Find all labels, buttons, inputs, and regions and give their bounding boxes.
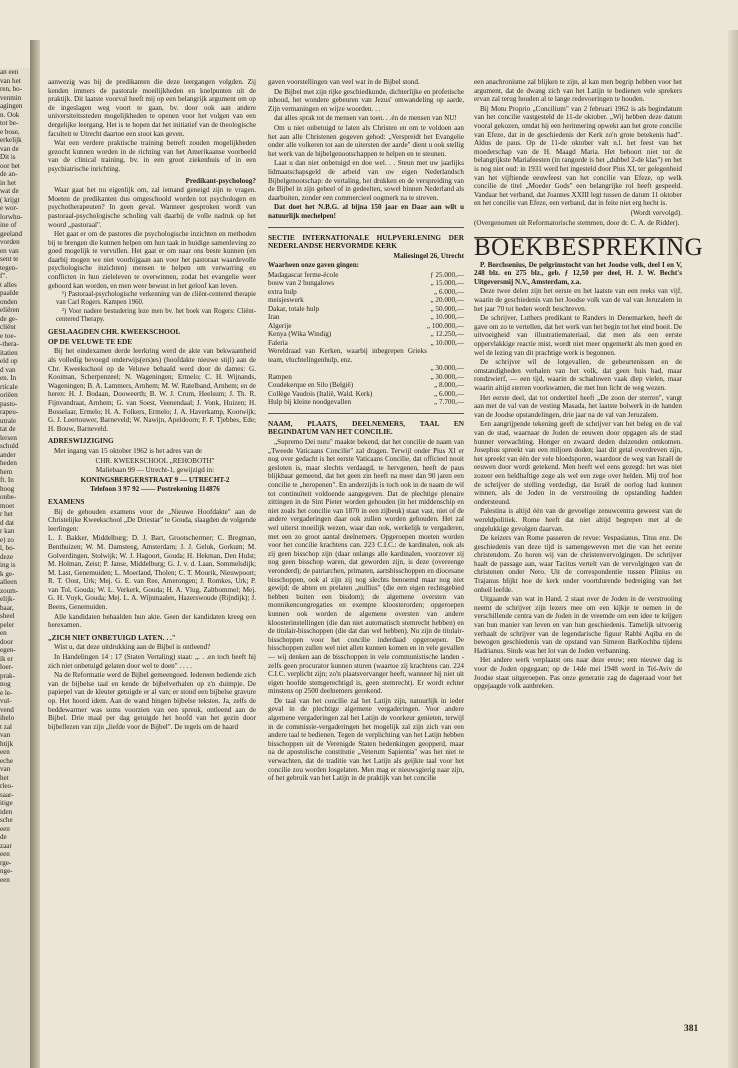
prev-page-fragment: een	[0, 748, 10, 756]
donation-row	[268, 271, 464, 280]
paragraph: Bij de gehouden examens voor de „Nieuwe Hoofdakte" aan de Christelijke Kweekschool „De Driestar" te Gouda, slaagden de volgende leerlingen:	[48, 507, 256, 533]
paragraph: Wist u, dat deze uitdrukking aan de Bijbel is ontleend?	[54, 643, 211, 652]
paragraph: een anachronisme zal blijken te zijn, al kan men begrip hebben voor het argument, dat de dwang zich van het Latijn te bedienen vele sprekers ervan zal terug houden al te lange redevoeringen te houden.	[474, 78, 682, 104]
prev-page-fragment: t alles	[0, 280, 17, 289]
divider	[268, 227, 464, 228]
prev-page-fragment: in het	[0, 178, 16, 187]
divider	[268, 413, 464, 414]
donation-label: Dakar, totale hulp	[268, 304, 320, 313]
section-heading: SECTIE INTERNATIONALE HULPVERLENING DER NEDERLANDSE HERVORMDE KERK	[268, 232, 464, 251]
prev-page-fragment: en van	[0, 246, 19, 255]
book-reference: P. Borchsenius, De pelgrimstocht van het Joodse volk, deel I en V, 248 blz. en 275 blz., geb. ƒ 12,50 per deel, H. J. W. Becht's Uitgeversmij N.V., Amsterdam, z.a.	[474, 260, 682, 286]
donation-label: Wereldraad van Kerken, waarbij inbegrepen Grieks team, vluchtelingenhulp, enz.	[268, 347, 427, 364]
paragraph: Met ingang van 15 oktober 1962 is het adres van de	[54, 446, 202, 455]
donation-row	[268, 398, 464, 407]
paragraph: De taal van het concilie zal het Latijn zijn, natuurlijk in ieder geval in de plechtige algemene vergaderingen. Voor andere algemene vergaderingen zal het Latijn de voorkeur genieten, terwijl in de commissie-vergaderingen het mogelijk zal zijn zich van een andere taal te bedienen. Tegen de verplichting van het Latijn hebben bisschoppen uit de Verenigde Staten bedenkingen geopperd, maar na de apostolische constitutie „Veterum Sapientia" was het niet te verwachten, dat de traditie van het Latijn als geijkte taal voor het concilie zou worden losgelaten. Men mag er nieuwsgierig naar zijn, of het gebruik van het Latijn in de praktijk van het concilie	[268, 696, 464, 783]
paragraph: De Bijbel met zijn rijke geschiedkunde, dichterlijke en profetische inhoud, het wondere gebeuren van Jezus' omwandeling op aarde, Zijn vermaningen en wijze woorden. . .	[268, 87, 464, 113]
prev-page-fragment: door	[0, 637, 14, 646]
prev-page-fragment: sheel	[0, 612, 15, 620]
prev-page-fragment: ing is	[0, 561, 16, 569]
prev-page-fragment: geeland	[0, 229, 23, 238]
section-subheading: OP DE VELUWE TE EDE	[48, 336, 133, 346]
prev-page-fragment: egen-	[0, 646, 16, 654]
page-number: 381	[684, 1024, 699, 1034]
column-left	[48, 78, 256, 732]
prev-page-fragment: eche	[0, 756, 13, 765]
prev-page-fragment: de	[0, 833, 7, 841]
prev-page-fragment: van	[0, 765, 11, 773]
prev-page-fragment: sche	[0, 816, 13, 824]
donation-amount: ƒ 25.000,—	[430, 270, 464, 279]
prev-page-fragment: tegen-	[0, 263, 18, 272]
prev-page-fragment: onden	[0, 297, 18, 306]
prev-page-fragment: itatien	[0, 348, 18, 357]
prev-page-fragment: nge-	[0, 867, 13, 875]
prev-page-fragment: k ge-	[0, 569, 15, 578]
donation-amount: „ 50.000,—	[430, 304, 464, 313]
prev-page-fragment: ander	[0, 450, 16, 459]
prev-page-fragment: een	[0, 824, 10, 833]
paragraph: Palestina is altijd één van de gevoelige zenuwcentra geweest van de wereldpolitiek. Rome heeft dat niet altijd begrepen met al de ongelukkige gevolgen daarvan.	[474, 507, 682, 533]
prev-page-fragment: ine of	[0, 221, 17, 229]
paragraph: Alle kandidaten behaalden hun akte. Geen der kandidaten kreeg een herexamen.	[48, 612, 256, 630]
prev-page-fragment: peler	[0, 620, 15, 629]
prev-page-fragment: de an-	[0, 170, 18, 178]
donation-label: Faleria	[268, 338, 288, 347]
prev-page-fragment: d van	[0, 365, 16, 374]
prev-page-fragment: n. Ook	[0, 110, 20, 119]
prev-page-fragment: iden	[0, 807, 13, 816]
paragraph: „Supremo Dei nutu" maakte bekend, dat het concilie de naam van „Tweede Vaticaans Concilie" zal dragen. Terwijl onder Pius XI er nog over gedacht is het eerste Vaticaans Concilie, dat officieel nooit gesloten is, maar slechts verdaagd, te hervgenen, heeft de paus blijkbaar gemeend, dat het geen zin heeft na meer dan 90 jaren een concilie te „heropenen". En anderzijds is toch ook in de naam de wil tot continuïteit voldoende aangegeven. Dat de plechtige plenaire zittingen in de Sint Pieter worden gehouden (in het middenschip en niet zoals het concilie van 1870 in een zijbeuk) staat vast, niet of de andere vergaderingen daar ook zullen worden gehouden. Het zal wel uiterst moeilijk wezen, waar dan ook, werkelijk te vergaderen, met een zo groot aantal deelnemers. Opgeroepen moeten worden voor het concilie krachtens can. 223 C.I.C.: de kardinalen, ook als zij geen bisschop zijn (daar onlangs alle kardinalen, voorzover zij nog geen bisschop waren, dat geworden zijn, is deze (overeenge veronderd); de patriarchen, primaten, aartsbisschoppen en diocesane bisschoppen, ook al zijn zij nog slechts benoemd maar nog niet gewijd; de abten en prelaten „nullius" (die een eigen rechtsgebied hebben buiten een bisdom); de algemene oversten van monnikencongregaties en exempte kloosterorden; opgeroepen kunnen ook worden de algemene oversten van andere kloosterinstellingen (die dan niet automatisch stemrecht hebben) en de titulair-bisschoppen (die dat dan wel hebben). Nu zijn de titulair-bisschoppen voor het concilie inderdaad opgeroepen. De bisschoppen zullen wel niet allen kunnen komen en in vele gevallen — wij denken aan de bisschoppen in vele communistische landen - zelfs geen procurator kunnen sturen (waartoe zij krachtens can. 224 C.I.C. verplicht zijn; zo'n plaatsvervanger heeft, wanneer hij niet uit eigen hoofde stemgerechtigd is, geen stemrecht). Er wordt echter minstens op 2500 deelnemers gerekend.	[268, 438, 464, 696]
prev-page-fragment: oriëen	[0, 391, 18, 399]
section-heading: ADRESWIJZIGING	[48, 436, 114, 446]
prev-page-fragment: lersen	[0, 433, 17, 442]
prev-page-fragment: t zal	[0, 722, 13, 731]
donation-amount: „ 30.000,—	[430, 372, 464, 381]
prev-page-fragment: loer-	[0, 663, 14, 671]
prev-page-fragment: een	[0, 875, 10, 884]
paragraph: De keizers van Rome passeren de revue: Vespasianus, Titus enz. De geschiedenis van deze tijd is samengeweven met die van het eerste christendom. Zo horen wij van de christenvervolgingen. De schrijver haalt de passage aan, waar Tacitus vertelt van de vervolgingen van de christenen onder Nero. Uit de correspondentie tussen Plinius en Trajanus blijkt hoe de kerk onder voortdurende bedreiging van het onheil leefde.	[474, 534, 682, 594]
donation-row	[268, 347, 464, 364]
paragraph: Uitgaande van wat in Hand. 2 staat over de Joden in de verstrooiing neemt de schrijver zijn lezers mee om een kijkje te nemen in de verschillende centra van de Joden in de vreemde om een idee te krijgen van hun manier van leven en van hun geschiedenis. Tamelijk uitvoerig verhaalt de schrijver van de legendarische figuur Rabbi Aqiba en de bewogen geschiedenis van de opstand van Simeon BarKochba tijdens Hadrianus. Sinds was het lot van de Joden verbanning.	[474, 595, 682, 655]
prev-page-fragment: l, bo-	[0, 544, 15, 552]
paragraph: Het gaat er om de pastores die psychologische inzichten en methoden bij te brengen die kunnen helpen om hun taak in huidige samenleving zo goed mogelijk te vervullen. Het gaat er om naar ons beste kunnen (en daarbij mogen we niet voorbijgaan aan voor het pastoraat waardevolle psychologische inzichten) mensen te helpen om verwarring en conflicten in hun zieleleven te overwinnen, zodat het evangelie weer gehoord kan worden, en men weer bewust in het geloof kan leven.	[48, 230, 256, 290]
next-page-edge	[728, 30, 738, 1068]
paragraph: Na de Reformatie werd de Bijbel gemeengoed. Iedereen bediende zich van de bijbelse taal en kende de bijbelverhalen op z'n duimpje. De papiepel van de kleuter getuigde er al van; er stond een bijbelse gravure op. Het hoord idem. Aan de wand hingen bijbelse teksten. Ja, zelfs de beddewarmer was soms voorzien van een spreuk, ontleend aan de Bijbel. Drie maal per dag getuigde het hoofd van het gezin door bijbellezen van zijn „liefde voor de Bijbel". De tegels om de haard	[48, 671, 256, 731]
section-heading: GESLAAGDEN CHR. KWEEKSCHOOL	[48, 327, 181, 337]
donation-amount: „ 6.000,—	[434, 389, 464, 398]
donation-row	[268, 313, 464, 322]
donation-row	[268, 339, 464, 348]
prev-page-fragment: tot be-	[0, 119, 19, 127]
prev-page-fragment: htijk	[0, 739, 14, 748]
prev-page-fragment: agingen	[0, 102, 23, 110]
prev-page-fragment: eliëren	[0, 306, 20, 314]
donation-amount: „ 15.000,—	[430, 279, 464, 288]
prev-page-fragment: moet	[0, 501, 15, 510]
donation-label: extra hulp	[268, 287, 297, 296]
prev-page-fragment: baar,	[0, 603, 14, 612]
prev-page-fragment: tat de	[0, 425, 16, 433]
donation-label: Coudekerque en Silo (België)	[268, 381, 354, 390]
prev-page-fragment: rapeu-	[0, 408, 19, 416]
prev-page-fragment: pasto-	[0, 399, 18, 408]
donation-row	[268, 373, 464, 382]
prev-page-fragment: en	[0, 629, 7, 637]
prev-page-fragment: venmin	[0, 93, 22, 102]
prev-page-fragment: f".	[0, 272, 8, 280]
prev-page-fragment: paalde	[0, 289, 19, 297]
donation-row	[268, 305, 464, 314]
paragraph: Deze twee delen zijn het eerste en het laatste van een reeks van vijf, waarin de geschiedenis van het Joodse volk van de val van Jeruzalem in het jaar 70 tot heden wordt beschreven.	[474, 287, 682, 313]
prev-page-fragment: een	[0, 850, 10, 858]
donation-row	[268, 381, 464, 390]
donation-amount: „ 100.000,—	[426, 321, 464, 330]
prev-page-fragment: rleo-	[0, 782, 14, 790]
prev-page-fragment: nog	[0, 680, 11, 688]
prev-page-fragment: zoum-	[0, 586, 19, 595]
paragraph: Het eerste deel, dat tot ondertitel heeft „De zoon der sterren", vangt aan met de val van de vesting Masada, het laatste bolwerk in de handen van de Joodse opstandelingen, drie jaar na de val van Jeruzalem.	[474, 393, 682, 419]
source-note: (Overgenomen uit Reformatorische stemmen, door dr. C. A. de Ridder).	[474, 218, 680, 227]
prev-page-fragment: wat de	[0, 187, 19, 195]
donations-table	[268, 271, 464, 407]
prev-page-fragment: saar-	[0, 790, 14, 799]
prev-page-fragment: deze	[0, 552, 13, 561]
prev-page-fragment: -thera-	[0, 340, 19, 348]
donation-row	[268, 279, 464, 288]
prev-page-fragment: eld op	[0, 357, 18, 365]
school-old-address: Maliebaan 99 — Utrecht-1, gewijzigd in:	[95, 466, 215, 475]
donation-amount	[427, 347, 464, 364]
paragraph: Laat u dan niet onbetuigd en doe wel. . . Steun met uw jaarlijks lidmaatschapsgeld de arbeid van uw eigen Nederlandsch Bijbelgenootschap: de vertaling, het drukken en de verspreiding van de Bijbel in zijn geheel of in gedeelten, sowel binnen Nederland als daarbuiten, zonder een commercieel oogmerk na te streven.	[268, 159, 464, 202]
donation-amount: „ 12.250,—	[430, 330, 464, 339]
paragraph: L. J. Bakker, Middelburg; D. J. Bart, Grootschermer; C. Bregman, Benthuizen; W. M. Damsteeg, Amsterdam; J. J. Geluk, Gorkum; M. Golverdingen, Stolwijk; W. J. Hagoort, Gouda; H. Hekman, Den Hulst; M. Holman, Zeist; P. Janse, Middelburg; G. J. v. d. Laan, Sommelsdijk; M. Last, Genemuiden; L. Moerland, Tholen; C. T. Mourik, Nieuwpoort; R. T. Oost, Urk; Mej. G. E. van Ree, Amerongen; J. Romkes, Urk; P. van Tol, Gouda; W. L. Verkerk, Gouda; H. A. Vlug, Zaltbommel; Mej. G. H. Vuyk, Gouda; Mej. L. A. Wijnmaalen, Hazerswoude (Rijndijk); J. Beens, Genemuiden.	[48, 534, 256, 612]
paragraph: Bij het eindexamen derde leerkring werd de akte van bekwaamheid als volledig bevoegd onderwijs(ers)es) (hoofdakte nieuwe stijl) aan de Chr. Kweekschool op de Veluwe behaald werd door de dames: G. Kooiman, Scherpenzeel; N. Wageningen; Ermelo; C. H. Wijnands, Wageningen; B. A. Lammers, Arnhem; M. W. Ratelband, Arnhem; en de heren: H. J. Bodaan, Dooweerth; B. W. J. Crum, Heelsum; J. Th. R. Fijnvandraat, Arnhem; G. van Soest, Veenendaal; J. Vonk, Huizen; H. Bosselaar, Ermelo; H. A. Folkers, Ermelo; J. A. Haverkamp, Kootwijk; G. J. Leertouwer, Barneveld; W. Nawijn, Apeldoorn; F. F. Tjebbes, Ede; H. Bouw, Barneveld.	[48, 347, 256, 433]
donation-row	[268, 390, 464, 399]
prev-page-fragment: van	[0, 731, 11, 739]
paragraph: Wat een verdere praktische training betreft zouden mogelijkheden gezocht kunnen worden in de richting van het Amerikaanse voorbeeld van de clinical training, bv. in een groot ziekenhuis of in een psychiatrische inrichting.	[48, 139, 256, 173]
school-name: CHR. KWEEKSCHOOL „REHOBOTH"	[95, 456, 215, 465]
prev-page-fragment: erkelijk	[0, 136, 22, 144]
paragraph: Bij Motu Proprio „Concilium" van 2 februari 1962 is als begindatum van het concilie vastgesteld de 11-de oktober. „Wij hebben deze datum vooral gekozen, omdat hij een herinnering opwekt aan het grote concilie van Efeze, dat in de geschiedenis der Kerk zo'n grote betekenis had". Aldus de paus. Op de 11-de oktober valt n.l. het feest van het moederschap van de H. Maagd Maria. Het behoort niet tot de belangrijkste Mariafeesten (in rangorde is het „dubbel 2-de klas") en het is nog niet oud: in 1931 werd het ingesteld door Pius XI, ter gelegenheid van het vijftiende eeuwfeest van het concilie van Efeze, op welk concilie de titel „Moeder Gods" een belangrijke rol heeft gespeeld. Vandaar het verband, dat Joannes XXIII legt tussen de datum 11 oktober en het concilie van Efeze, een verband, dat in feite niet erg hecht is.	[474, 104, 682, 208]
prev-page-fragment: d dat	[0, 518, 14, 527]
review-section-title: BOEKBESPREKING	[474, 234, 704, 262]
prev-page-fragment: vend	[0, 705, 14, 714]
prev-page-fragment: rge-	[0, 858, 12, 867]
donation-label: Collège Vaudois (Italië, Wald. Kerk)	[268, 389, 373, 398]
prev-page-fragment: Dit is	[0, 153, 16, 161]
prev-page-fragment: an een	[0, 68, 19, 76]
prev-page-fragment: ihelo	[0, 714, 15, 722]
prev-page-fragment: e le-	[0, 688, 13, 697]
footnote: ¹) Pastoraal-psychologische verkenning van de cliënt-centered therapie van Carl Rogers. Kampen 1960.	[56, 291, 256, 307]
prev-page-fragment: en. In	[0, 374, 17, 382]
prev-page-fragment: r het	[0, 510, 13, 518]
prev-page-fragment: utrale	[0, 416, 17, 425]
column-middle	[268, 78, 464, 784]
prev-page-fragment: sent te	[0, 255, 19, 263]
book-gutter	[30, 40, 40, 1068]
donation-row	[268, 330, 464, 339]
prev-page-fragment: onbe-	[0, 493, 17, 501]
donation-amount: „ 10.000,—	[430, 338, 464, 347]
paragraph: Een aangrijpende tekening geeft de schrijver van het beleg en de val van de stad, waarnaar de Joden de eeuwen door opgagen als de stad hunner verwachting. Honger en zwaard deden duizenden omkomen. Josephus spreekt van een miljoen doden; laat dit getal overdreven zijn, het spreekt van één der vele bloedsporen, waardoor de weg van Israël de eeuwen door wordt getekend. Men heeft wel eens gezegd: het was niet zozeer een heldhaftige zege als wel een zege over helden. Mij trof hoe de schrijver de stelling verdedigt, dat Israël de oorlog had kunnen winnen, als de Joden in de verstrooiing de opstanding hadden ondersteund.	[474, 420, 682, 506]
paragraph: De schrijver, Luthers predikant te Randers in Denemarken, heeft de gave om zo te vertellen, dat het werk van het begin tot het eind boeit. De uitvoeigheid van illustratiemateriaal, dat men als een eerste oppervlakkige reactie mist, wordt niet meer opgemerkt als men goed en wel de lezing van dit prachtige werk is begonnen.	[474, 314, 682, 357]
prev-page-fragment: rticale	[0, 382, 18, 391]
donation-row	[268, 364, 464, 373]
paragraph: Dat doet het N.B.G. al bijna 150 jaar en Daar aan wilt u natuurlijk mechelpen!	[268, 203, 464, 220]
prev-page-fragment: ft. In	[0, 476, 14, 484]
paragraph: In Handelingen 14 : 17 (Staten Vertaling) staat: „. . .en toch heeft hij zich niet onbetuigd gelaten door wel te doen" . . . .	[48, 653, 256, 670]
section-heading: NAAM, PLAATS, DEELNEMERS, TAAL EN BEGINDATUM VAN HET CONCILIE.	[268, 418, 464, 437]
section-heading: EXAMENS	[48, 496, 85, 506]
prev-page-fragment: hem	[0, 467, 13, 476]
paragraph: gaven voorstellingen van veel wat in de Bijbel stond.	[268, 78, 420, 86]
donation-label: bouw van 2 bungalows	[268, 279, 335, 288]
donation-label: Rampen	[268, 372, 292, 381]
paragraph: Het andere werk verplaatst ons naar deze eeuw; een nieuwe dag is voor de Joden opgegaan; op de 14de mei 1948 werd in Tel-Aviv de Joodse staat uitgeroepen. Pas onze generatie zag de dageraad voor het opgejaagde volk aanbreken.	[474, 656, 682, 691]
donation-label: meisjeswerk	[268, 296, 304, 305]
donation-label: Algerije	[268, 321, 292, 330]
donation-row	[268, 296, 464, 305]
prev-page-fragment: ik er	[0, 654, 13, 663]
prev-page-fragment: alleen	[0, 578, 17, 586]
prev-page-fragment: zaar	[0, 841, 12, 850]
prev-page-fragment: ( krijgt	[0, 195, 20, 204]
section-heading: „ZICH NIET ONBETUIGD LATEN. . ."	[48, 632, 176, 642]
school-phone: Telefoon 3 97 92 —— Postrekening 114876	[90, 485, 220, 494]
prev-page-fragment: de ge-	[0, 314, 18, 323]
paragraph: Om u niet onbetuigd te laten als Christen en om te voldoen aan het aan alle Christenen gegeven gebod: „Verspreidt het Evangelie onder alle volkeren tot aan de uitersten der aarde" dient u ook stellig het werk van de bijbelgenootschappen te helpen en te steunen.	[268, 123, 464, 158]
prev-page-fragment: r kan	[0, 527, 15, 535]
paragraph: Waar gaat het nu eigenlijk om, zal iemand geneigd zijn te vragen. Moeten de predikanten dus omgeschoold worden tot psychologen en psychotherapeuten? In geen geval. Wanneer gesproken wordt van pastoraal-psychologische scholing valt daarbij de volle nadruk op het woord „pastoraal".	[48, 186, 256, 229]
donation-row	[268, 322, 464, 331]
column-right	[474, 78, 704, 692]
donation-row	[268, 288, 464, 297]
prev-page-fragment: oor het	[0, 161, 20, 170]
prev-page-fragment: e wor-	[0, 204, 19, 212]
prev-page-fragment: e toe-	[0, 331, 16, 340]
donation-amount: „ 6.000,—	[434, 287, 464, 296]
donation-label: Kenya (Wika Windig)	[268, 330, 332, 339]
prev-page-fragment: e) zo	[0, 535, 14, 544]
prev-page-fragment: ren, bo-	[0, 85, 23, 93]
section-heading: Predikant-psycholoog?	[185, 176, 256, 185]
donation-amount: „ 10.000,—	[430, 313, 464, 322]
prev-page-fragment: prak-	[0, 671, 15, 680]
previous-page-edge	[0, 68, 32, 1068]
donation-label: Madagascar ferme-école	[268, 270, 339, 279]
donations-heading: Waarheen onze gaven gingen:	[268, 261, 360, 270]
paragraph: aanwezig was bij de predikanten die deze leergangen volgden. Zij kenden immers de pastorale moeilijkheden en knelpunten uit de praktijk. Dit laatste voorval heeft mij op een belangrijk argument om op de ingeslagen weg voort te gaan, bv. door ook aan andere universiteitssteden mogelijkheden te openen voor het volgen van een dergelijke leergang. Het is te hopen dat het initiatief van de theologische faculteit te Utrecht daartoe een stoot kan geven.	[48, 78, 256, 138]
section-address: Maliesingel 26, Utrecht	[393, 251, 464, 260]
prev-page-fragment: cliënt	[0, 323, 16, 331]
prev-page-fragment: het	[0, 773, 9, 782]
donation-label: Hulp bij kleine noodgevallen	[268, 398, 352, 407]
prev-page-fragment: hoog	[0, 484, 15, 493]
prev-page-fragment: vul-	[0, 697, 12, 705]
school-new-address: KONINGSBERGERSTRAAT 9 — UTRECHT-2	[80, 475, 230, 484]
prev-page-fragment: schuld	[0, 442, 19, 450]
footnote: ²) Voor nadere bestudering leze men bv. het boek van Rogers: Cliënt-centered Therapy.	[56, 308, 256, 324]
prev-page-fragment: itige	[0, 799, 13, 807]
donation-label	[268, 364, 427, 373]
continued-note: (Wordt vervolgd).	[630, 208, 682, 217]
donation-amount: „ 20.000,—	[430, 296, 464, 305]
donation-label: Iran	[268, 313, 280, 322]
prev-page-fragment: van het	[0, 76, 21, 85]
prev-page-fragment: van de	[0, 144, 19, 153]
donation-amount: „ 8.000,—	[434, 381, 464, 390]
prev-page-fragment: e bose,	[0, 127, 20, 136]
donation-amount: „ 30.000,—	[430, 364, 464, 373]
prev-page-fragment: vorden	[0, 238, 20, 246]
paragraph: De schrijver wil de lotgevallen, de gebeurtenissen en de omstandigheden verhalen van het volk, dat geen huis had, maar rondzwierf, — een tijd, waarin de schaduwen vaak diep vielen, maar waarin altijd sterren voorkwamen, die met hun licht de weg wezen.	[474, 358, 682, 392]
prev-page-fragment: heden	[0, 459, 17, 467]
prev-page-fragment: lorwhu-	[0, 212, 23, 221]
prev-page-fragment: elijk-	[0, 595, 15, 603]
paragraph: dat alles sprak tot de mensen van toen. . .én de mensen van NU!	[274, 114, 457, 123]
donation-amount: „ 7.700,—	[434, 398, 464, 407]
